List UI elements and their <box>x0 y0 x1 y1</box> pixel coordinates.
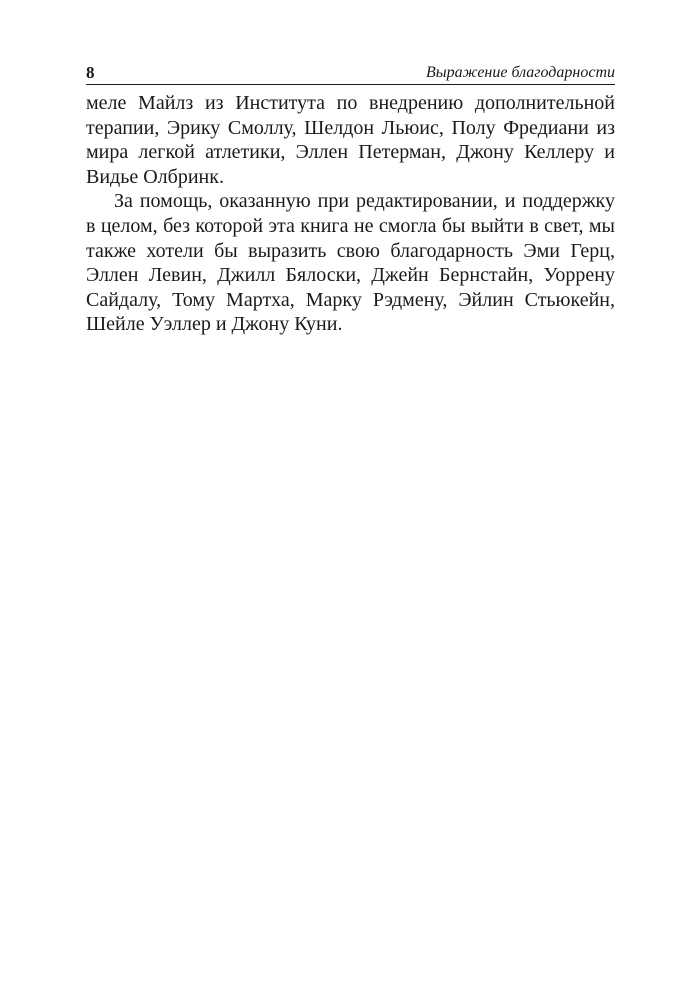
page-number: 8 <box>86 63 95 82</box>
running-header <box>86 58 615 85</box>
section-title: Выражение благодарности <box>426 64 615 81</box>
body-text <box>86 91 615 337</box>
paragraph-continuation: меле Майлз из Института по внедрению дополнительной терапии, Эрику Смоллу, Шелдон Льюис, Полу Фредиани из мира легкой атлетики, Эллен Петерман, Джону Келлеру и Видье Олбринк. <box>86 92 615 188</box>
paragraph-acknowledgements: За помощь, оказанную при редактировании, и поддержку в целом, без которой эта книга не смогла бы выйти в свет, мы также хотели бы выразить свою благодарность Эми Герц, Эллен Левин, Джилл Бялоски, Джейн Бернстайн, Уоррену Сайдалу, Тому Мартха, Марку Рэдмену, Эйлин Стьюкейн, Шейле Уэллер и Джону Куни. <box>86 190 615 336</box>
